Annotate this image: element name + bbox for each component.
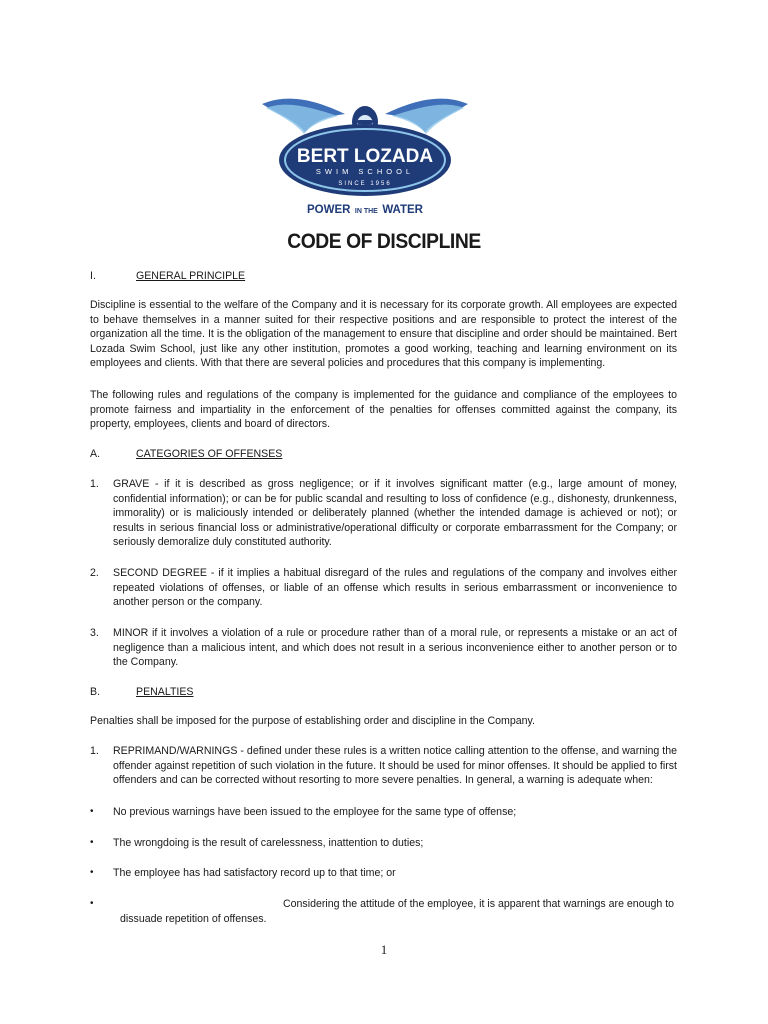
list-number: 1.	[90, 478, 99, 490]
list-item-offense-grave	[90, 477, 677, 551]
paragraph-rules-regulations: The following rules and regulations of the company is implemented for the guidance and compliance of the employees to promote fairness and impartiality in the enforcement of the penalties for offenses committed against the company, its property, employees, clients and board of directors.	[90, 389, 677, 431]
section-label: PENALTIES	[136, 686, 194, 698]
bullet-item	[90, 897, 677, 927]
bullet-item	[90, 836, 677, 851]
logo-sub-text: SWIM SCHOOL	[315, 167, 415, 176]
section-label: CATEGORIES OF OFFENSES	[136, 448, 283, 460]
list-item-penalty-reprimand	[90, 744, 677, 788]
bert-lozada-logo	[260, 92, 470, 218]
section-heading-categories	[90, 447, 677, 462]
bullet-text: The employee has had satisfactory record up to that time; or	[113, 867, 396, 879]
page-number: 1	[380, 942, 388, 957]
section-label: GENERAL PRINCIPLE	[136, 270, 246, 282]
list-item-offense-second-degree	[90, 566, 677, 610]
list-text: SECOND DEGREE - if it implies a habitual disregard of the rules and regulations of the company and involves either repeated violations of offenses, or liable of an offense which results in serious embarrassment or inconvenience to another person or the company.	[113, 567, 677, 609]
list-number: 1.	[90, 745, 99, 757]
bullet-text: The wrongdoing is the result of carelessness, inattention to duties;	[113, 837, 424, 849]
list-text: MINOR if it involves a violation of a rule or procedure rather than of a moral rule, or represents a mistake or an act of negligence than a malicious intent, and which does not result in a serious inconvenience either to another person or to the Company.	[113, 627, 677, 669]
list-item-offense-minor	[90, 626, 677, 670]
section-number: I.	[90, 270, 96, 282]
paragraph-penalties-intro: Penalties shall be imposed for the purpose of establishing order and discipline in the Company.	[90, 715, 536, 727]
section-heading-penalties	[90, 685, 677, 700]
bullet-icon: •	[90, 806, 94, 817]
logo-since-text: SINCE 1956	[338, 181, 392, 187]
bullet-icon: •	[90, 837, 94, 848]
section-number: A.	[90, 448, 101, 460]
bullet-text: Considering the attitude of the employee, it is apparent that warnings are enough to	[283, 898, 675, 910]
logo-tagline-inthe: IN THE	[354, 208, 378, 215]
logo-tagline-power: POWER	[307, 204, 351, 216]
bullet-text-continued: dissuade repetition of offenses.	[120, 912, 267, 925]
bullet-icon: •	[90, 867, 94, 878]
bullet-text: No previous warnings have been issued to the employee for the same type of offense;	[113, 806, 517, 818]
logo-tagline-water: WATER	[382, 204, 423, 216]
list-number: 2.	[90, 567, 99, 579]
bullet-icon: •	[90, 898, 94, 909]
logo-name-text: BERT LOZADA	[296, 146, 434, 167]
bullet-item	[90, 866, 677, 881]
bullet-item	[90, 805, 677, 820]
document-title: CODE OF DISCIPLINE	[287, 230, 481, 253]
svg-text:POWER IN THE	[307, 200, 424, 217]
list-text: REPRIMAND/WARNINGS - defined under these rules is a written notice calling attention to the offense, and warning the offender against repetition of such violation in the future. It should be used for minor offenses. It should be applied to first offenders and can be corrected without resorting to more severe penalties. In general, a warning is adequate when:	[113, 745, 677, 787]
list-number: 3.	[90, 627, 99, 639]
section-heading-general-principle	[90, 269, 677, 284]
paragraph-general-principle: Discipline is essential to the welfare of the Company and it is necessary for its corporate growth. All employees are expected to behave themselves in a manner suited for their respective positions and are responsible to protect the interest of the organization all the time. It is the obligation of the management to ensure that discipline and order should be maintained. Bert Lozada Swim School, just like any other institution, promotes a good working, teaching and learning environment on its employees and clients. With that there are several policies and procedures that this company is implementing.	[90, 299, 677, 370]
list-text: GRAVE - if it is described as gross negligence; or if it involves significant matter (e.g., large amount of money, confidential information); or can be for public scandal and resulting to loss of confidence (e.g., dishonesty, drunkenness, immorality) or is maliciously intended or deliberately planned (whether the intended damage is achieved or not); or results in serious financial loss or administrative/operational difficulty or corporate embarrassment for the Company; or seriously demoralize duly constituted authority.	[113, 478, 677, 549]
section-number: B.	[90, 686, 101, 698]
